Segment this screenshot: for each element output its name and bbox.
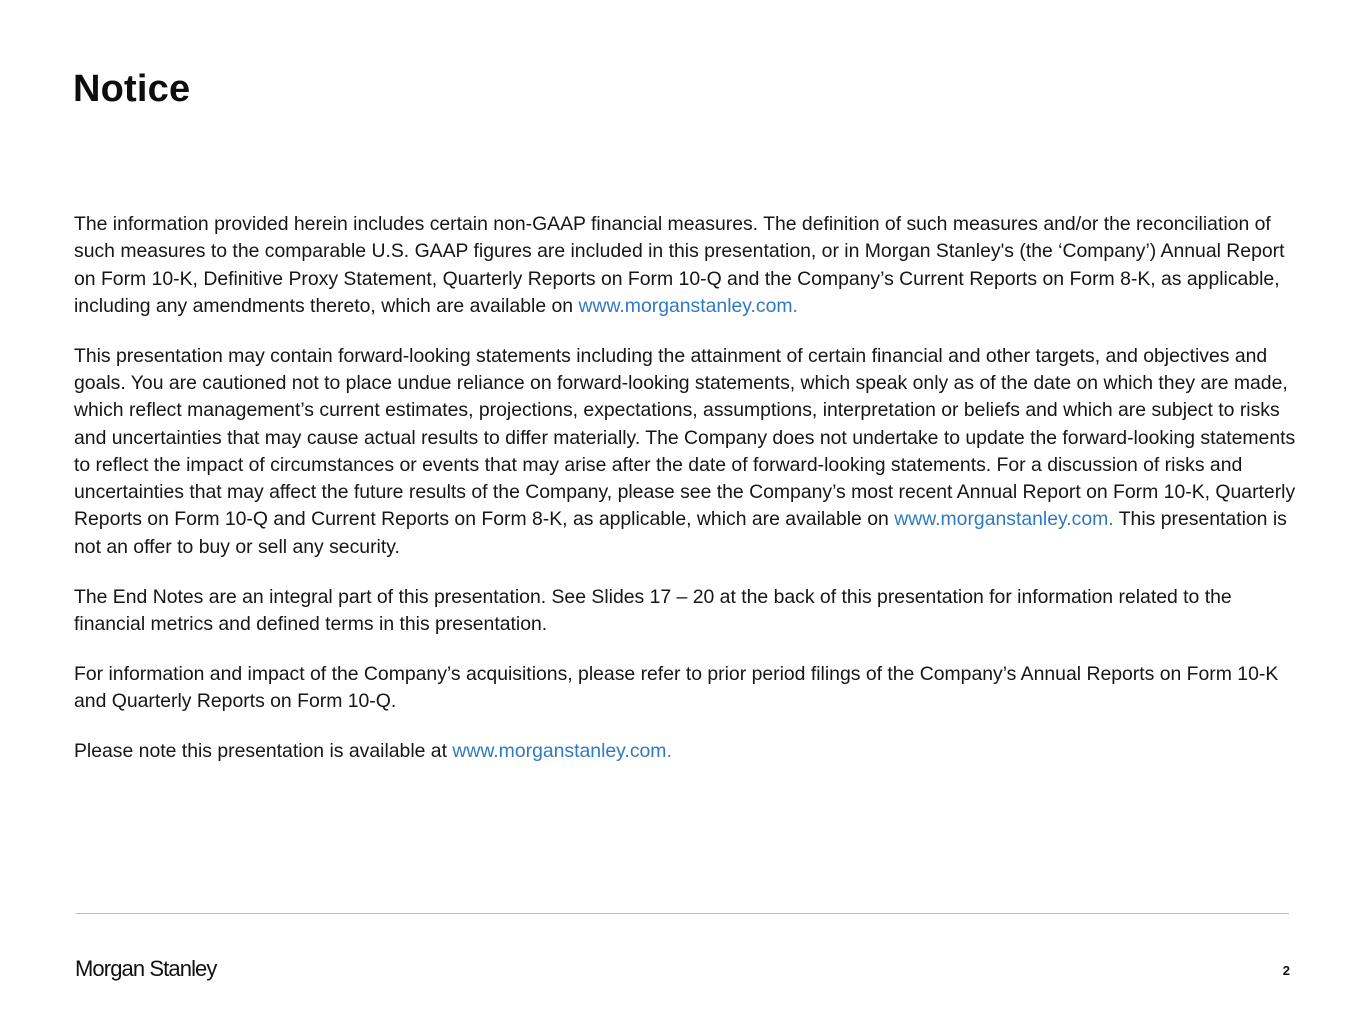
morganstanley-link-2[interactable]: www.morganstanley.com. bbox=[894, 508, 1114, 531]
notice-body bbox=[74, 211, 1296, 788]
paragraph-availability-text: Please note this presentation is available at bbox=[74, 739, 453, 762]
paragraph-non-gaap-text: The information provided herein includes certain non-GAAP financial measures. The definition of such measures and/or the reconciliation of such measures to the comparable U.S. GAAP figures are included in this presentation, or in Morgan Stanley's (the ‘Company’) Annual Report on Form 10-K, Definitive Proxy Statement, Quarterly Reports on Form 10-Q and the Company’s Current Reports on Form 8-K, as applicable, including any amendments thereto, which are available on bbox=[74, 213, 1285, 317]
paragraph-acquisitions bbox=[74, 661, 1296, 716]
page-number: 2 bbox=[1282, 963, 1290, 978]
paragraph-availability bbox=[74, 738, 1296, 765]
footer-divider bbox=[76, 913, 1289, 914]
paragraph-end-notes-text: The End Notes are an integral part of this presentation. See Slides 17 – 20 at the back of this presentation for information related to the financial metrics and defined terms in this presentation. bbox=[74, 585, 1232, 635]
paragraph-forward-looking bbox=[74, 343, 1296, 561]
morganstanley-link-3[interactable]: www.morganstanley.com. bbox=[452, 739, 672, 762]
paragraph-non-gaap bbox=[74, 211, 1296, 320]
morgan-stanley-logo: Morgan Stanley bbox=[75, 956, 217, 981]
morganstanley-link-1[interactable]: www.morganstanley.com. bbox=[578, 294, 798, 317]
paragraph-forward-looking-text: This presentation may contain forward-looking statements including the attainment of certain financial and other targets, and objectives and goals. You are cautioned not to place undue reliance on forward-looking statements, which speak only as of the date on which they are made, which reflect management’s current estimates, projections, expectations, assumptions, interpretation or beliefs and which are subject to risks and uncertainties that may cause actual results to differ materially. The Company does not undertake to update the forward-looking statements to reflect the impact of circumstances or events that may arise after the date of forward-looking statements. For a discussion of risks and uncertainties that may affect the future results of the Company, please see the Company’s most recent Annual Report on Form 10-K, Quarterly Reports on Form 10-Q and Current Reports on Form 8-K, as applicable, which are available on bbox=[74, 344, 1296, 531]
paragraph-acquisitions-text: For information and impact of the Company’s acquisitions, please refer to prior period filings of the Company’s Annual Reports on Form 10-K and Quarterly Reports on Form 10-Q. bbox=[74, 662, 1279, 712]
paragraph-forward-looking-tail: This presentation is not an offer to buy or sell any security. bbox=[74, 508, 1287, 558]
page-title: Notice bbox=[73, 68, 191, 110]
paragraph-end-notes bbox=[74, 584, 1296, 639]
